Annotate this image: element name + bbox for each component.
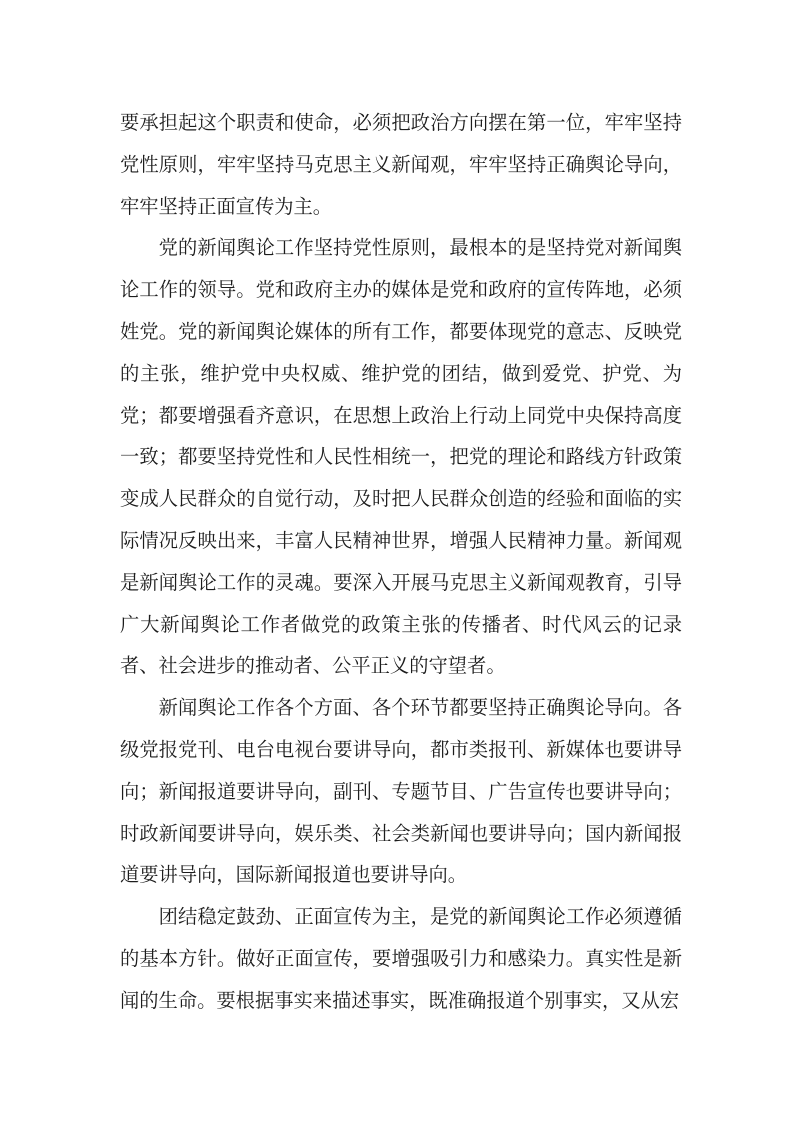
paragraph-4: 团结稳定鼓劲、正面宣传为主，是党的新闻舆论工作必须遵循的基本方针。做好正面宣传，要增强吸引力和感染力。真实性是新闻的生命。要根据事实来描述事实，既准确报道个别事实，又从宏 [120, 907, 682, 1012]
paragraph-2: 党的新闻舆论工作坚持党性原则，最根本的是坚持党对新闻舆论工作的领导。党和政府主办的媒体是党和政府的宣传阵地，必须姓党。党的新闻舆论媒体的所有工作，都要体现党的意志、反映党的主张，维护党中央权威、维护党的团结，做到爱党、护党、为党；都要增强看齐意识，在思想上政治上行动上同党中央保持高度一致；都要坚持党性和人民性相统一，把党的理论和路线方针政策变成人民群众的自觉行动，及时把人民群众创造的经验和面临的实际情况反映出来，丰富人民精神世界，增强人民精神力量。新闻观是新闻舆论工作的灵魂。要深入开展马克思主义新闻观教育，引导广大新闻舆论工作者做党的政策主张的传播者、时代风云的记录者、社会进步的推动者、公平正义的守望者。 [120, 238, 682, 678]
document-body [120, 103, 682, 1023]
paragraph-1: 要承担起这个职责和使命，必须把政治方向摆在第一位，牢牢坚持党性原则，牢牢坚持马克思主义新闻观，牢牢坚持正确舆论导向，牢牢坚持正面宣传为主。 [120, 113, 682, 218]
paragraph-3: 新闻舆论工作各个方面、各个环节都要坚持正确舆论导向。各级党报党刊、电台电视台要讲导向，都市类报刊、新媒体也要讲导向；新闻报道要讲导向，副刊、专题节目、广告宣传也要讲导向；时政新闻要讲导向，娱乐类、社会类新闻也要讲导向；国内新闻报道要讲导向，国际新闻报道也要讲导向。 [120, 698, 682, 887]
